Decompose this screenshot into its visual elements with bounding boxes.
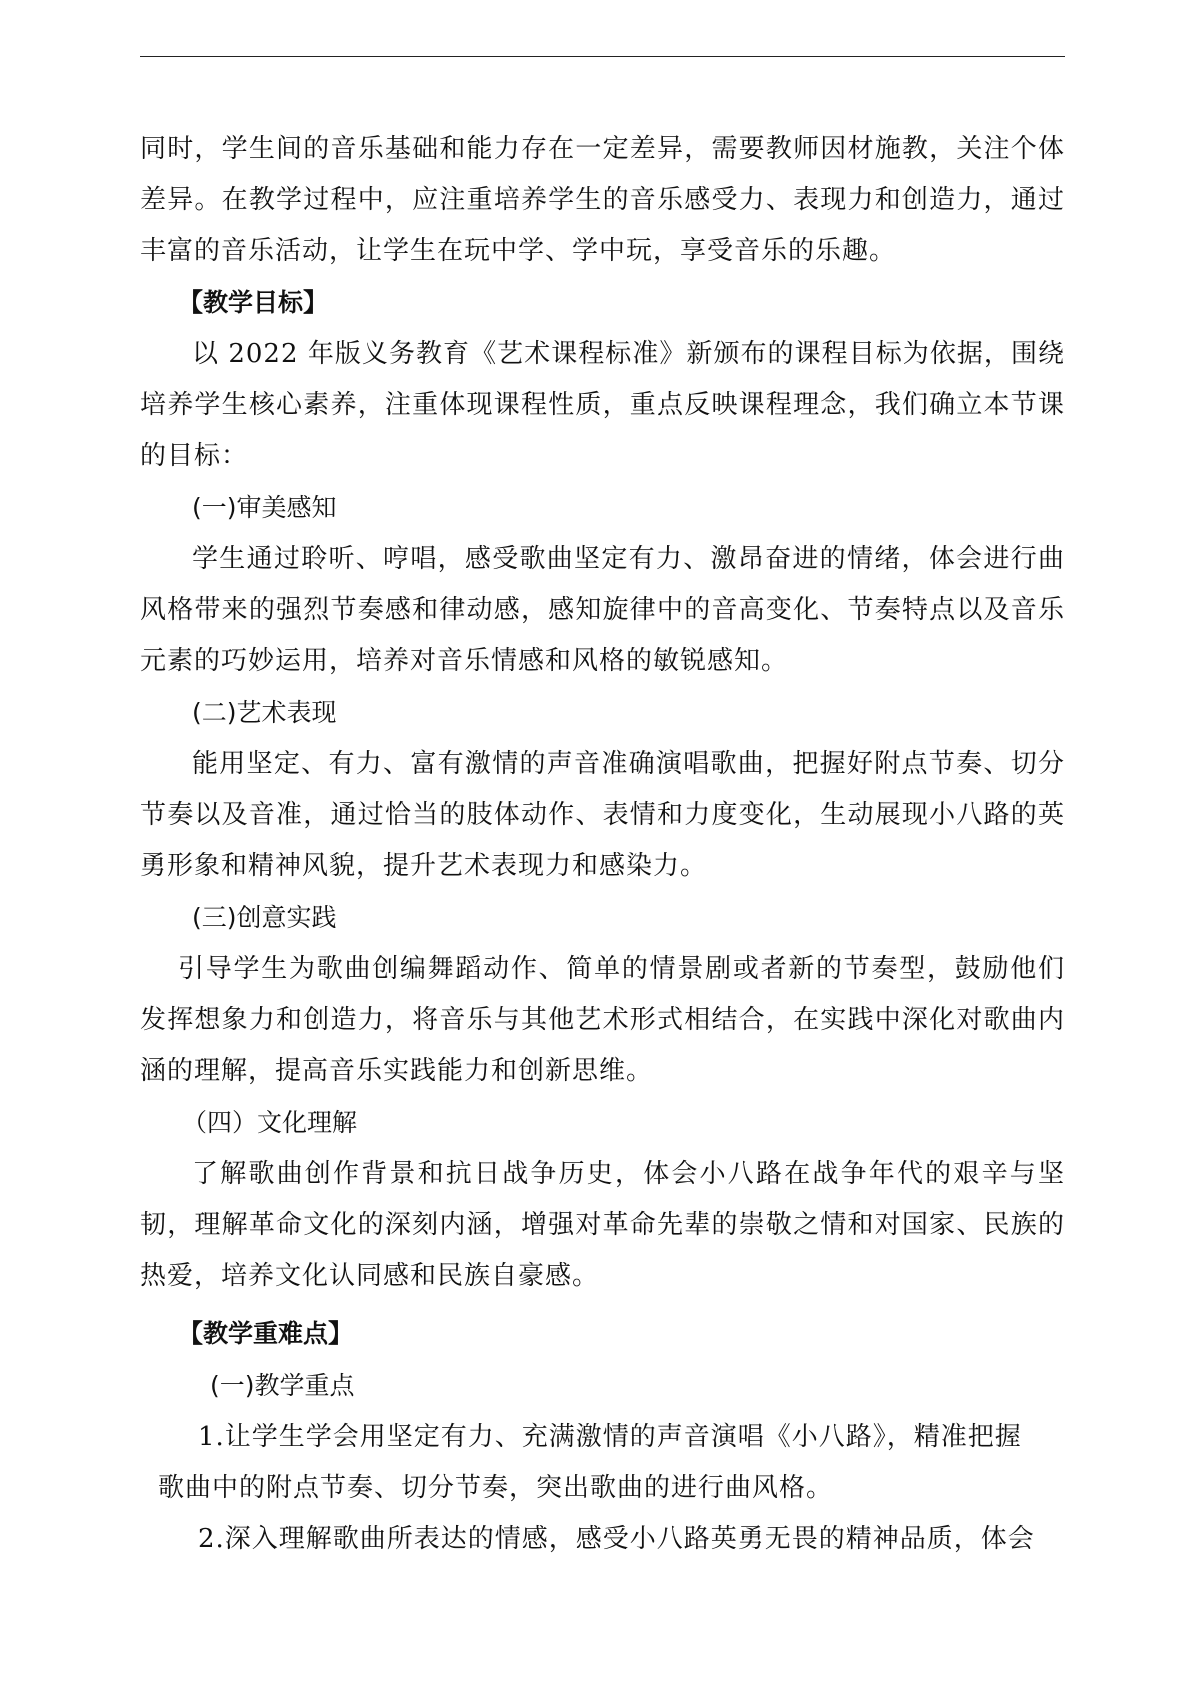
paragraph-goals-intro: 以 2022 年版义务教育《艺术课程标准》新颁布的课程目标为依据，围绕培养学生核心素养，注重体现课程性质，重点反映课程理念，我们确立本节课的目标： <box>140 339 1065 471</box>
list-item-key-2: 2.深入理解歌曲所表达的情感，感受小八路英勇无畏的精神品质，体会 <box>198 1524 1035 1554</box>
subheading-expression: (二)艺术表现 <box>192 698 337 727</box>
paragraph-culture: 了解歌曲创作背景和抗日战争历史，体会小八路在战争年代的艰辛与坚韧，理解革命文化的深刻内涵，增强对革命先辈的崇敬之情和对国家、民族的热爱，培养文化认同感和民族自豪感。 <box>140 1159 1065 1291</box>
page-content <box>140 124 1065 1565</box>
list-item-key-1-line1: 1.让学生学会用坚定有力、充满激情的声音演唱《小八路》，精准把握 <box>198 1422 1022 1452</box>
heading-key-points: 【教学重难点】 <box>178 1319 354 1348</box>
list-item-key-1-line2: 歌曲中的附点节奏、切分节奏，突出歌曲的进行曲风格。 <box>158 1473 834 1503</box>
subheading-aesthetic: (一)审美感知 <box>192 493 337 522</box>
subheading-key: (一)教学重点 <box>210 1371 355 1400</box>
header-rule <box>140 56 1065 57</box>
paragraph-intro: 同时，学生间的音乐基础和能力存在一定差异，需要教师因材施教，关注个体差异。在教学过程中，应注重培养学生的音乐感受力、表现力和创造力，通过丰富的音乐活动，让学生在玩中学、学中玩，享受音乐的乐趣。 <box>140 134 1065 266</box>
paragraph-aesthetic: 学生通过聆听、哼唱，感受歌曲坚定有力、激昂奋进的情绪，体会进行曲风格带来的强烈节奏感和律动感，感知旋律中的音高变化、节奏特点以及音乐元素的巧妙运用，培养对音乐情感和风格的敏锐感知。 <box>140 544 1065 676</box>
heading-teaching-goals: 【教学目标】 <box>178 288 329 317</box>
subheading-creative: (三)创意实践 <box>192 903 337 932</box>
paragraph-expression: 能用坚定、有力、富有激情的声音准确演唱歌曲，把握好附点节奏、切分节奏以及音准，通过恰当的肢体动作、表情和力度变化，生动展现小八路的英勇形象和精神风貌，提升艺术表现力和感染力。 <box>140 749 1065 881</box>
paragraph-creative: 引导学生为歌曲创编舞蹈动作、简单的情景剧或者新的节奏型，鼓励他们发挥想象力和创造力，将音乐与其他艺术形式相结合，在实践中深化对歌曲内涵的理解，提高音乐实践能力和创新思维。 <box>140 954 1065 1086</box>
subheading-culture: （四）文化理解 <box>182 1108 358 1137</box>
list-item-key-1 <box>140 1412 1065 1514</box>
